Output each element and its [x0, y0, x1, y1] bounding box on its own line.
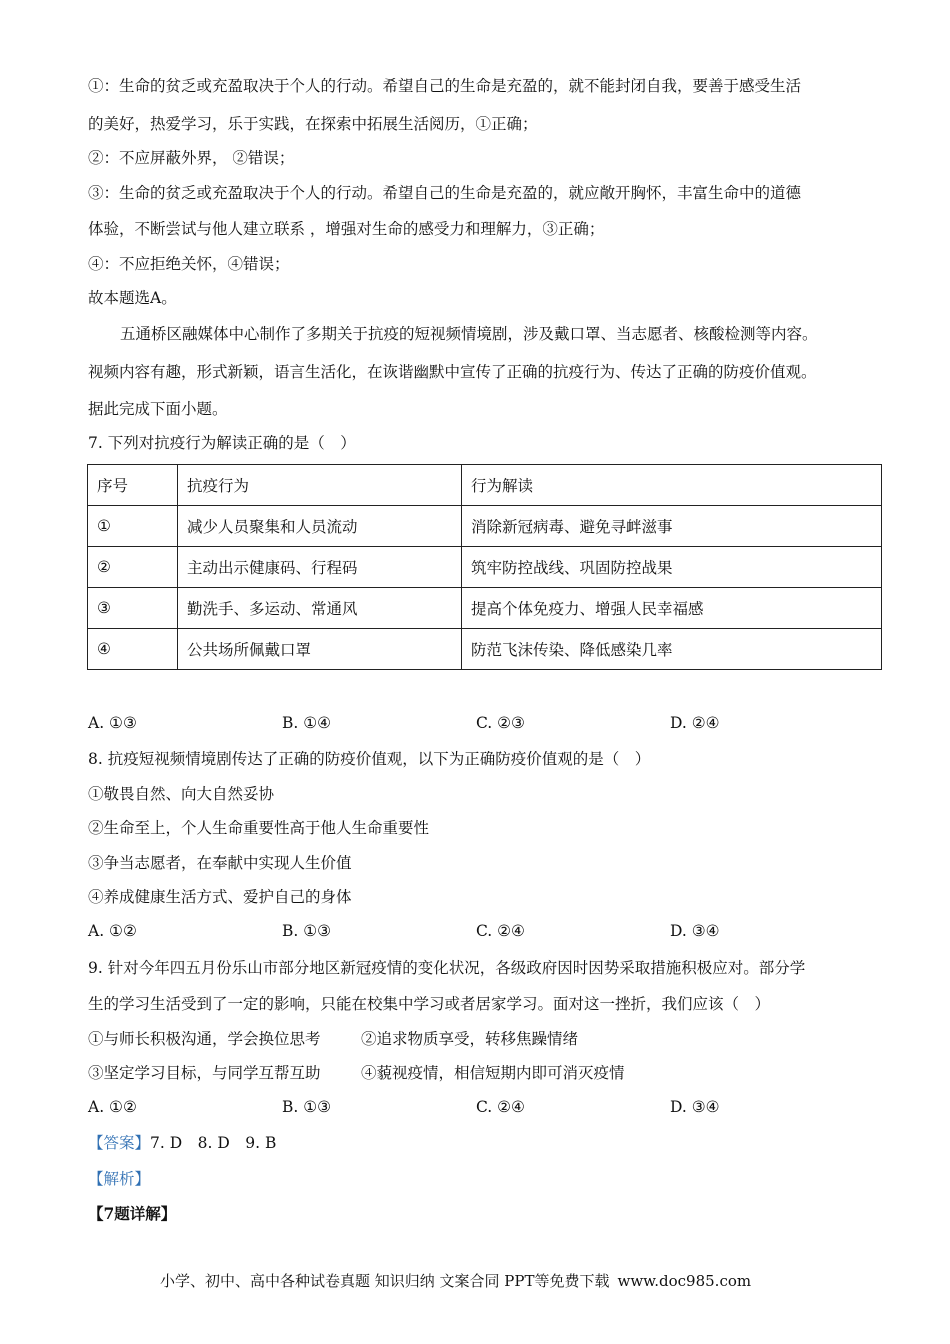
q7-option-b: B. ①④	[282, 714, 332, 732]
q7-option-a: A. ①③	[88, 714, 137, 732]
table-header-row	[88, 465, 882, 506]
q8-item-4: ④养成健康生活方式、爱护自己的身体	[88, 888, 352, 906]
analysis-line-6: ④：不应拒绝关怀，④错误；	[88, 255, 290, 273]
q7-detail-label: 【7题详解】	[88, 1204, 177, 1223]
q8-item-1: ①敬畏自然、向大自然妥协	[88, 785, 275, 803]
table-header-cell: 抗疫行为	[178, 465, 462, 506]
table-header-cell: 行为解读	[462, 465, 882, 506]
table-cell: ③	[88, 588, 178, 629]
table-row	[88, 547, 882, 588]
q9-option-d: D. ③④	[670, 1098, 720, 1116]
q9-stem-line-2: 生的学习生活受到了一定的影响，只能在校集中学习或者居家学习。面对这一挫折，我们应该（ ）	[88, 995, 771, 1013]
q9-item-1: ①与师长积极沟通，学会换位思考	[88, 1030, 321, 1048]
table-cell: 勤洗手、多运动、常通风	[178, 588, 462, 629]
footer-url[interactable]: www.doc985.com	[617, 1272, 752, 1290]
table-cell: 筑牢防控战线、巩固防控战果	[462, 547, 882, 588]
page-footer	[160, 1270, 751, 1291]
footer-text: 小学、初中、高中各种试卷真题 知识归纳 文案合同 PPT等免费下载	[160, 1272, 610, 1290]
q7-table	[87, 464, 882, 670]
analysis-line-5: 体验，不断尝试与他人建立联系 ，增强对生命的感受力和理解力，③正确；	[88, 220, 605, 238]
q9-item-4: ④藐视疫情，相信短期内即可消灭疫情	[361, 1064, 625, 1082]
q8-option-a: A. ①②	[88, 922, 137, 940]
q8-item-2: ②生命至上，个人生命重要性高于他人生命重要性	[88, 819, 430, 837]
table-cell: 提高个体免疫力、增强人民幸福感	[462, 588, 882, 629]
table-cell: ④	[88, 629, 178, 670]
table-cell: 防范飞沫传染、降低感染几率	[462, 629, 882, 670]
analysis-label: 【解析】	[88, 1170, 151, 1188]
material-line-2: 视频内容有趣，形式新颖，语言生活化，在诙谐幽默中宣传了正确的抗疫行为、传达了正确的防疫价值观。	[88, 363, 817, 381]
table-row	[88, 629, 882, 670]
q8-option-b: B. ①③	[282, 922, 332, 940]
material-line-1: 五通桥区融媒体中心制作了多期关于抗疫的短视频情境剧，涉及戴口罩、当志愿者、核酸检测等内容。	[120, 325, 818, 343]
table-header-cell: 序号	[88, 465, 178, 506]
table-row	[88, 588, 882, 629]
answer-text: 7. D 8. D 9. B	[150, 1134, 277, 1152]
analysis-conclusion: 故本题选A。	[88, 289, 177, 307]
table-cell: 减少人员聚集和人员流动	[178, 506, 462, 547]
q8-option-c: C. ②④	[476, 922, 525, 940]
table-cell: 公共场所佩戴口罩	[178, 629, 462, 670]
analysis-line-2: 的美好，热爱学习，乐于实践，在探索中拓展生活阅历，①正确；	[88, 115, 538, 133]
q7-option-c: C. ②③	[476, 714, 525, 732]
q9-item-2: ②追求物质享受，转移焦躁情绪	[361, 1030, 579, 1048]
q9-stem-line-1: 9. 针对今年四五月份乐山市部分地区新冠疫情的变化状况，各级政府因时因势采取措施积极应对。部分学	[88, 959, 806, 977]
table-cell: ②	[88, 547, 178, 588]
q9-option-c: C. ②④	[476, 1098, 525, 1116]
q8-option-d: D. ③④	[670, 922, 720, 940]
material-line-3: 据此完成下面小题。	[88, 400, 228, 418]
analysis-line-1: ①：生命的贫乏或充盈取决于个人的行动。希望自己的生命是充盈的，就不能封闭自我，要善于感受生活	[88, 77, 802, 95]
answer-label: 【答案】	[88, 1134, 151, 1152]
table-cell: ①	[88, 506, 178, 547]
table-cell: 消除新冠病毒、避免寻衅滋事	[462, 506, 882, 547]
q9-option-b: B. ①③	[282, 1098, 332, 1116]
analysis-line-4: ③：生命的贫乏或充盈取决于个人的行动。希望自己的生命是充盈的，就应敞开胸怀，丰富生命中的道德	[88, 184, 802, 202]
q8-item-3: ③争当志愿者，在奉献中实现人生价值	[88, 854, 352, 872]
q9-option-a: A. ①②	[88, 1098, 137, 1116]
q9-item-3: ③坚定学习目标，与同学互帮互助	[88, 1064, 321, 1082]
analysis-line-3: ②：不应屏蔽外界， ②错误；	[88, 149, 295, 167]
table-cell: 主动出示健康码、行程码	[178, 547, 462, 588]
table-row	[88, 506, 882, 547]
q7-stem: 7. 下列对抗疫行为解读正确的是（ ）	[88, 434, 356, 452]
q8-stem: 8. 抗疫短视频情境剧传达了正确的防疫价值观，以下为正确防疫价值观的是（ ）	[88, 750, 651, 768]
q7-option-d: D. ②④	[670, 714, 720, 732]
answer-line	[88, 1133, 276, 1153]
